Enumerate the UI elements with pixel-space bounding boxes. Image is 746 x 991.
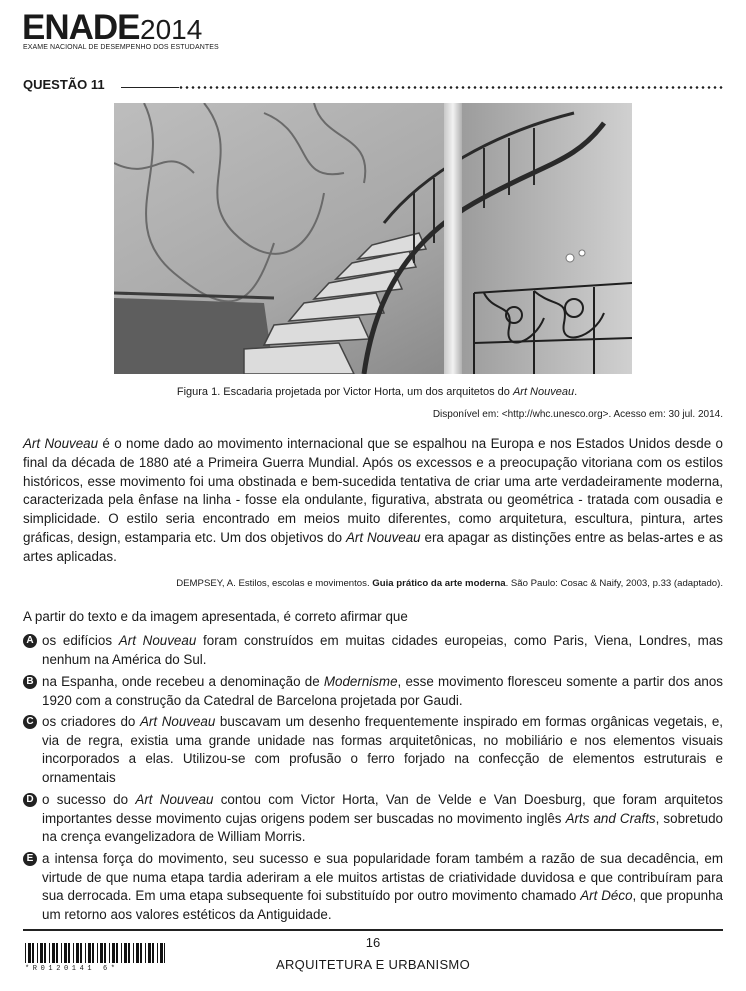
barcode-bar xyxy=(76,943,79,963)
barcode-bar xyxy=(61,943,62,963)
option-a-letter: A xyxy=(23,634,37,648)
question-dotted-rule xyxy=(178,86,724,89)
barcode-bar xyxy=(88,943,91,963)
figure-source: Disponível em: <http://whc.unesco.org>. Acesso em: 30 jul. 2014. xyxy=(432,409,723,420)
main-paragraph: Art Nouveau é o nome dado ao movimento internacional que se espalhou na Europa e nos Estados Unidos desde o final da década de 1880 até a Primeira Guerra Mundial. Após os excessos e a preocupação vitoriana com os estilos históricos, esse movimento foi uma obstinada e bem-sucedida tentativa de criar uma arte verdadeiramente moderna, caracterizada pela ênfase na linha - fosse ela ondulante, figurativa, abstrata ou geométrica - tratada com ousadia e simplicidade. O estilo seria encontrado em meios muito diferentes, como arquitetura, escultura, pintura, artes gráficas, design, estamparia etc. Um dos objetivos do Art Nouveau era apagar as distinções entre as belas-artes e as artes aplicadas. xyxy=(23,436,723,564)
option-d[interactable]: D o sucesso do Art Nouveau contou com Victor Horta, Van de Velde e Van Doesburg, que foram arquitetos importantes desse movimento cujas origens podem ser buscadas no movimento inglês Arts and Crafts, sobretudo na crença evangelizadora de William Morris. xyxy=(23,791,723,847)
question-rule xyxy=(121,87,179,88)
barcode-bar xyxy=(128,943,130,963)
figure-caption: Figura 1. Escadaria projetada por Victor Horta, um dos arquitetos do Art Nouveau. xyxy=(176,386,578,398)
barcode xyxy=(25,943,165,963)
barcode-bar xyxy=(109,943,110,963)
barcode-bar xyxy=(121,943,122,963)
barcode-bar xyxy=(152,943,154,963)
option-c-letter: C xyxy=(23,715,37,729)
barcode-bar xyxy=(124,943,127,963)
barcode-bar xyxy=(164,943,165,963)
barcode-bar xyxy=(44,943,46,963)
barcode-bar xyxy=(56,943,58,963)
barcode-bar xyxy=(80,943,82,963)
exam-year: 2014 xyxy=(140,14,203,45)
barcode-bar xyxy=(37,943,38,963)
page-number: 16 xyxy=(365,935,381,950)
barcode-bar xyxy=(40,943,43,963)
barcode-bar xyxy=(157,943,158,963)
barcode-bar xyxy=(49,943,50,963)
barcode-bar xyxy=(64,943,67,963)
barcode-bar xyxy=(73,943,74,963)
barcode-bar xyxy=(104,943,106,963)
barcode-bar xyxy=(133,943,134,963)
barcode-bar xyxy=(112,943,115,963)
barcode-bar xyxy=(100,943,103,963)
question-prompt: A partir do texto e da imagem apresentada, é correto afirmar que xyxy=(23,609,408,624)
exam-subtitle: EXAME NACIONAL DE DESEMPENHO DOS ESTUDANTES xyxy=(23,44,219,51)
staircase-photo xyxy=(114,103,632,374)
question-title: QUESTÃO 11 xyxy=(23,77,105,92)
barcode-bar xyxy=(25,943,26,963)
option-b[interactable]: B na Espanha, onde recebeu a denominação de Modernisme, esse movimento floresceu somente a partir dos anos 1920 com a construção da Catedral de Barcelona projetada por Gaudi. xyxy=(23,673,723,710)
barcode-bar xyxy=(140,943,142,963)
barcode-bar xyxy=(92,943,94,963)
barcode-text: *R0120141 6* xyxy=(25,965,119,973)
barcode-bar xyxy=(85,943,86,963)
option-b-letter: B xyxy=(23,675,37,689)
option-e-letter: E xyxy=(23,852,37,866)
barcode-bar xyxy=(116,943,118,963)
option-e[interactable]: E a intensa força do movimento, seu sucesso e sua popularidade foram também a razão de sua decadência, em virtude de que numa etapa tardia aderiram a ele muitos artistas de criatividade duvidosa e que contribuíram para sua derrocada. Em uma etapa subsequente foi substituído por outro movimento chamado Art Déco, que propunha um retorno aos valores estéticos da Antiguidade. xyxy=(23,850,723,925)
barcode-bar xyxy=(160,943,163,963)
footer-rule xyxy=(23,929,723,931)
barcode-bar xyxy=(52,943,55,963)
barcode-bar xyxy=(32,943,34,963)
barcode-bar xyxy=(145,943,146,963)
option-a[interactable]: A os edifícios Art Nouveau foram construídos em muitas cidades europeias, como Paris, Viena, Londres, mas nenhum na América do Sul. xyxy=(23,632,723,669)
barcode-bar xyxy=(148,943,151,963)
reference: DEMPSEY, A. Estilos, escolas e movimentos. Guia prático da arte moderna. São Paulo: Cosac & Naify, 2003, p.33 (adaptado). xyxy=(176,578,723,589)
barcode-bar xyxy=(28,943,31,963)
barcode-bar xyxy=(136,943,139,963)
barcode-bar xyxy=(97,943,98,963)
barcode-bar xyxy=(68,943,70,963)
enade-logo: ENADE xyxy=(22,8,140,47)
option-c[interactable]: C os criadores do Art Nouveau buscavam um desenho frequentemente inspirado em formas orgânicas vegetais, e, via de regra, existia uma grande unidade nas formas arquitetônicas, no mobiliário e nos elementos visuais incorporados a elas. Utilizou-se com profusão o ferro forjado na confecção de elementos estruturais e ornamentais xyxy=(23,713,723,788)
option-d-letter: D xyxy=(23,793,37,807)
course-area: ARQUITETURA E URBANISMO xyxy=(276,957,470,972)
